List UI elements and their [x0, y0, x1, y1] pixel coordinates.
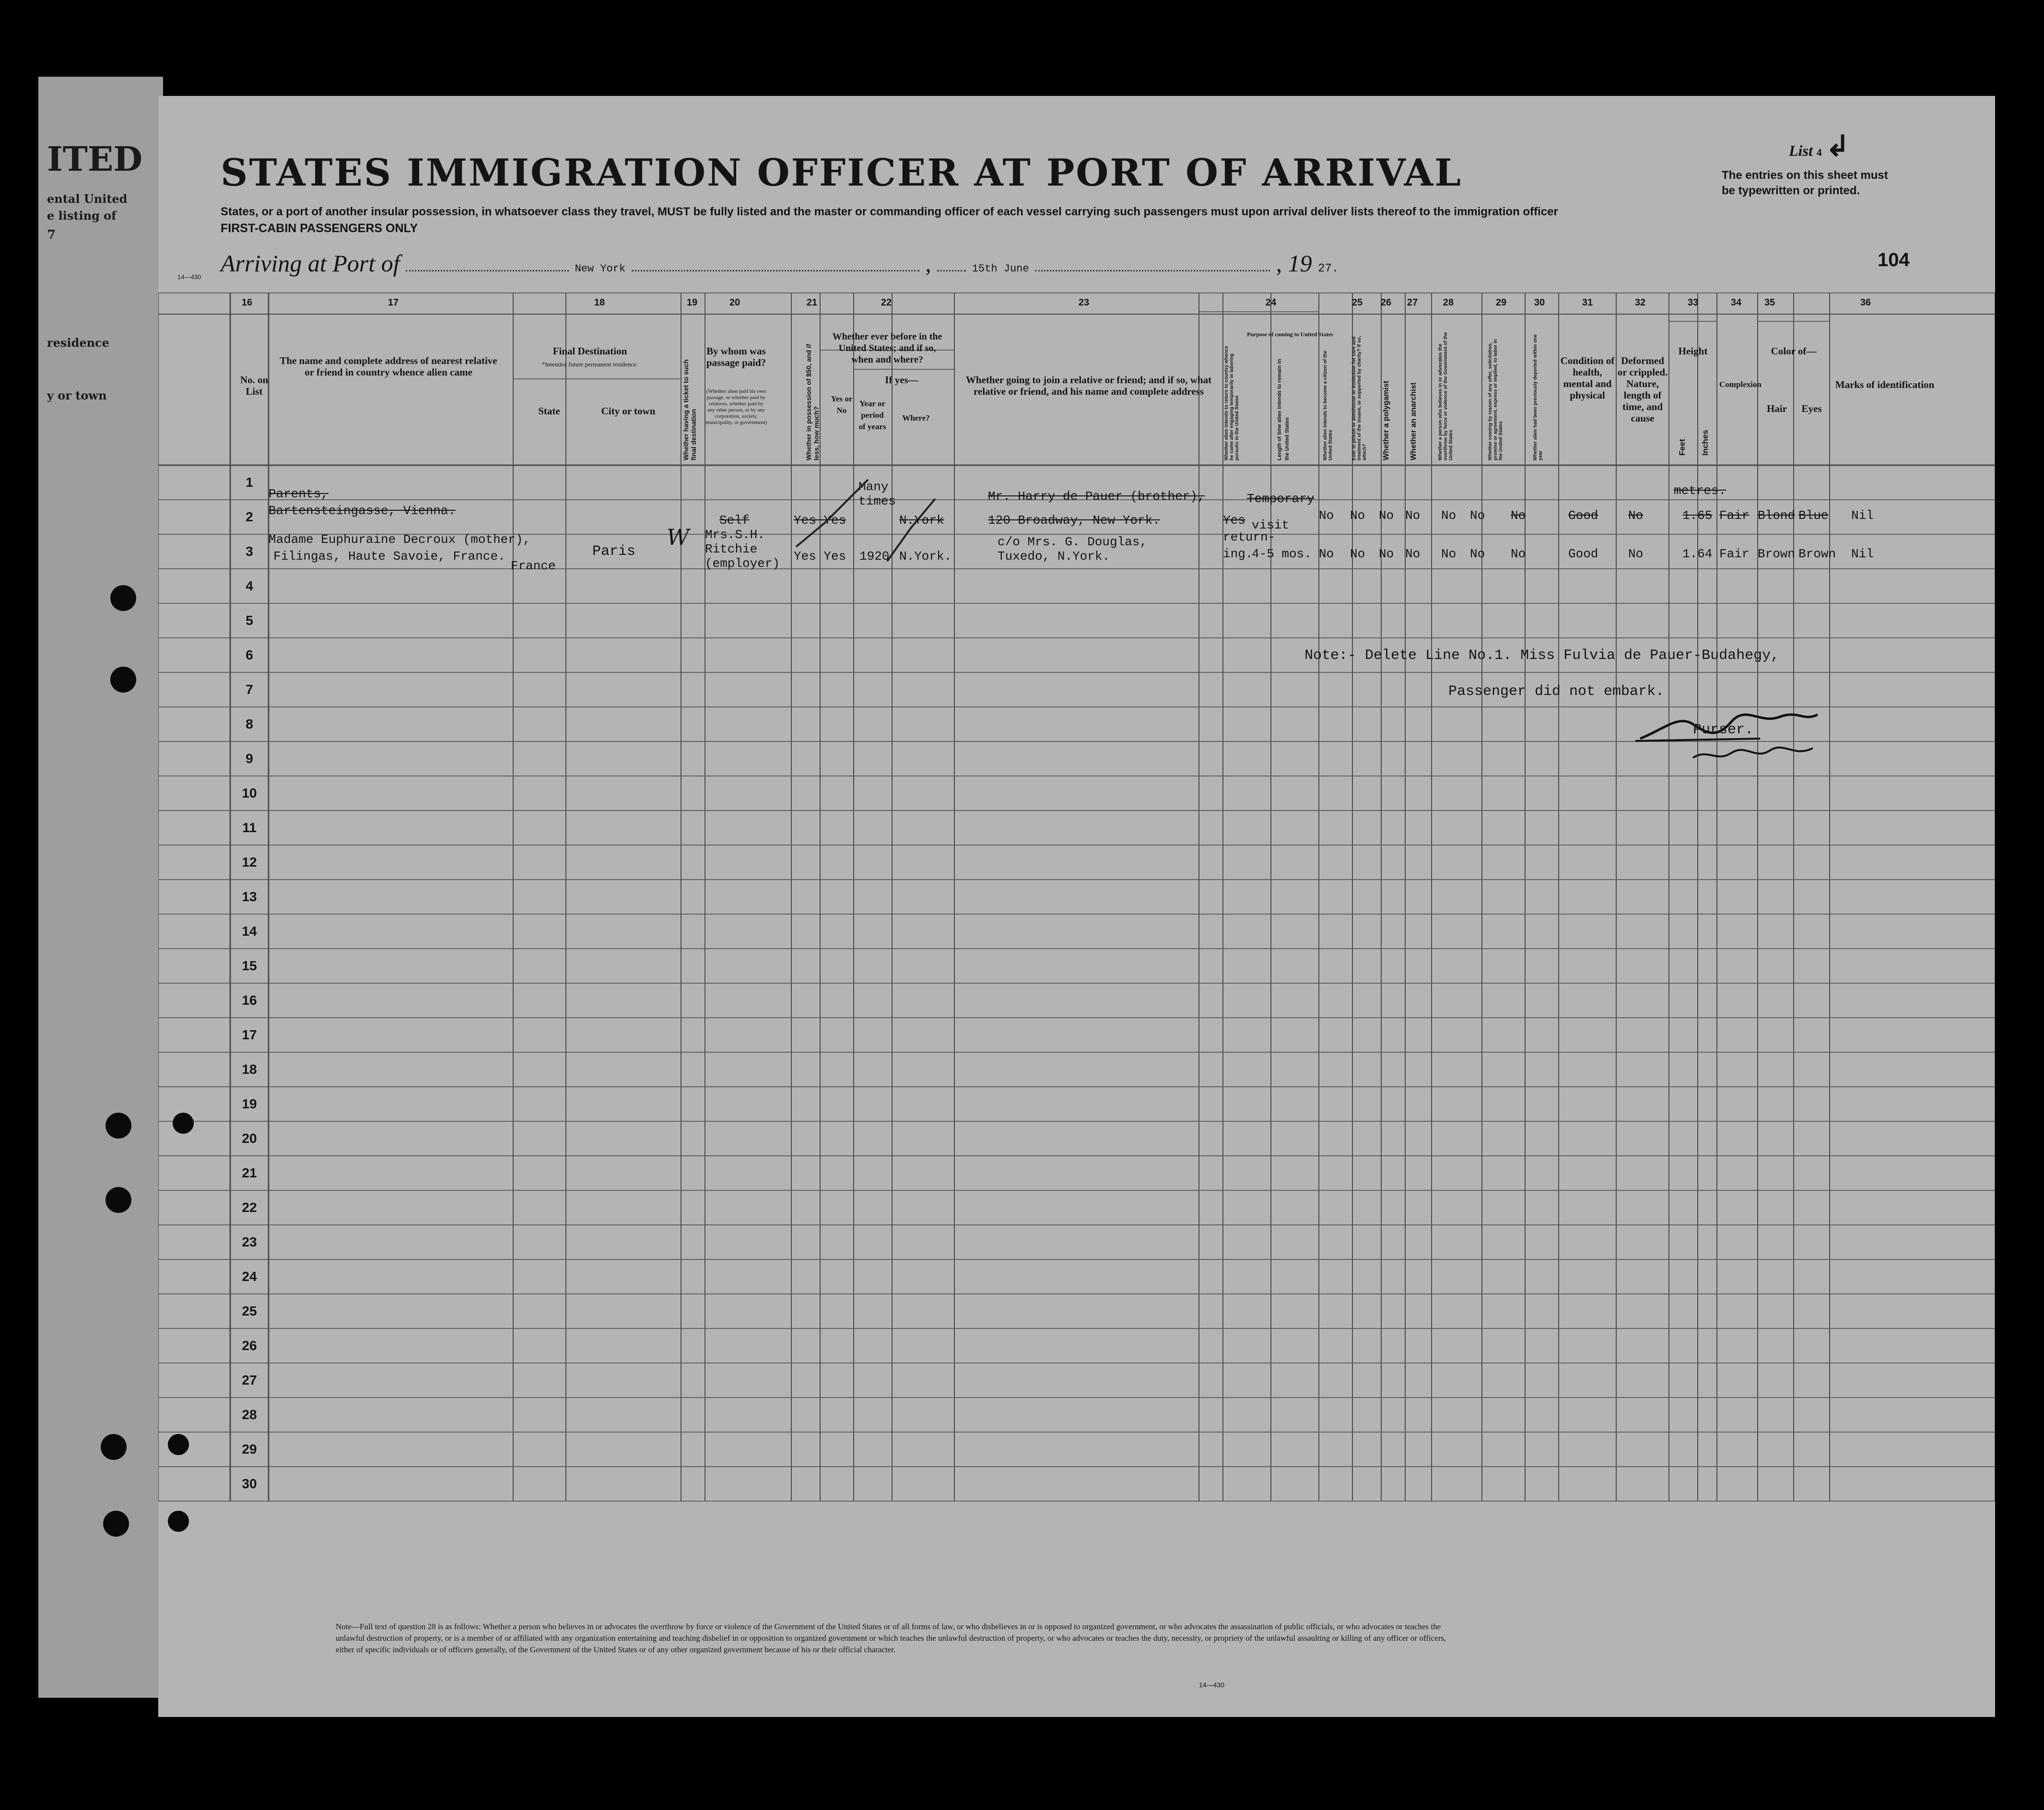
row1-join-1: Mr. Harry de Pauer (brother), — [988, 489, 1205, 504]
row2-marks: Nil — [1851, 547, 1874, 561]
row-number: 9 — [246, 751, 253, 766]
row-number: 8 — [246, 717, 253, 731]
colnum-34: 34 — [1730, 297, 1742, 308]
row2-complexion: Fair — [1719, 547, 1750, 561]
page-subtitle: States, or a port of another insular possession, in whatsoever class they travel, MUST be fully listed and the master or commanding officer of each vessel carrying such passengers must upon arrival deliver lists thereof to the immigration officer — [221, 205, 1558, 218]
colnum-29: 29 — [1495, 297, 1507, 308]
note-line-1: Note:- Delete Line No.1. Miss Fulvia de Pauer-Budahegy, — [1304, 647, 1780, 664]
row1-c25: No — [1350, 508, 1365, 523]
check-marks — [791, 470, 983, 566]
row1-health: Good — [1568, 508, 1598, 523]
binder-hole — [168, 1511, 189, 1532]
binder-hole — [106, 1113, 131, 1139]
list-label-text: List — [1789, 142, 1813, 159]
row2-relative-2: Filingas, Haute Savoie, France. — [273, 549, 505, 564]
row2-purpose-a-2: ing. — [1223, 547, 1253, 561]
row-number: 30 — [242, 1476, 257, 1491]
row1-ticket-possession: Yes Yes — [794, 513, 846, 528]
row1-c26: No — [1379, 508, 1394, 523]
colnum-30: 30 — [1534, 297, 1545, 308]
heading-deformed: Deformed or crippled. Nature, length of time, and cause — [1617, 355, 1668, 424]
row2-ticket-mark: W — [667, 524, 690, 550]
colnum-36: 36 — [1860, 297, 1871, 308]
row-number: 28 — [242, 1407, 257, 1422]
page-number: 104 — [1878, 249, 1910, 270]
heading-final-destination: Final Destination — [552, 345, 627, 357]
binder-hole — [101, 1434, 127, 1460]
row1-c27: No — [1405, 508, 1421, 523]
left-fragment-title: ITED — [47, 139, 142, 179]
heading-passage: By whom was passage paid? — [706, 345, 766, 368]
row2-before-year: 1920 — [859, 549, 890, 564]
list-number: 4 — [1816, 146, 1822, 158]
row1-complexion: Fair — [1719, 508, 1750, 523]
row-number: 16 — [242, 993, 257, 1008]
colnum-32: 32 — [1634, 297, 1646, 308]
binder-hole — [168, 1434, 189, 1455]
row-number: 14 — [242, 924, 257, 939]
row1-c28: No — [1441, 508, 1457, 523]
left-fragment-line2: e listing of — [47, 209, 117, 223]
row1-before-1: Many — [858, 480, 889, 494]
row2-passage-3: (employer) — [705, 556, 780, 571]
colnum-31: 31 — [1582, 297, 1593, 308]
left-page-fragment — [38, 77, 163, 1698]
colnum-18: 18 — [594, 297, 605, 308]
heading-feet: Feet — [1678, 439, 1687, 456]
row2-join-2: Tuxedo, N.York. — [998, 549, 1110, 564]
row2-city: Paris — [592, 543, 636, 560]
row1-purpose-b-1: Temporary — [1247, 492, 1315, 506]
year-suffix: 27. — [1318, 262, 1339, 275]
row1-c30: No — [1511, 508, 1526, 523]
colnum-19: 19 — [686, 297, 698, 308]
row-number: 21 — [242, 1165, 257, 1180]
row1-deformed: No — [1628, 508, 1644, 523]
row-number: 20 — [242, 1131, 257, 1146]
row-number: 23 — [242, 1234, 257, 1249]
colnum-16: 16 — [241, 297, 253, 308]
signature — [1635, 695, 1837, 777]
heading-yes-no: Yes or No — [831, 394, 853, 415]
heading-purpose-b: Length of time alien intends to remain in the United States — [1277, 359, 1290, 460]
row1-passage: Self — [719, 513, 750, 528]
heading-year-period: Year or period of years — [858, 399, 886, 431]
heading-possession: Whether in possession of $50, and if less, how much? — [805, 344, 820, 460]
heading-passage-note: (Whether alien paid his own passage, or whether paid by relatives, whether paid by any other person, or by any corporation, society, municipality, or government) — [705, 388, 767, 425]
row2-health: Good — [1568, 547, 1598, 561]
colnum-28: 28 — [1443, 297, 1454, 308]
row-number: 6 — [246, 647, 253, 662]
heading-color-of: Color of— — [1771, 345, 1817, 357]
colnum-20: 20 — [729, 297, 740, 308]
row-number: 10 — [242, 786, 257, 800]
row1-hair: Blond — [1758, 508, 1796, 523]
binder-hole — [103, 1511, 129, 1537]
row1-before-where: N.York — [899, 513, 944, 528]
heading-city: City or town — [601, 405, 656, 417]
binder-hole — [106, 1187, 131, 1213]
colnum-33: 33 — [1687, 297, 1699, 308]
row2-c30: No — [1511, 547, 1526, 561]
colnum-27: 27 — [1407, 297, 1418, 308]
row-number: 26 — [242, 1338, 257, 1353]
heading-if-yes: If yes— — [885, 374, 918, 386]
row2-c28: No — [1441, 547, 1457, 561]
colnum-21: 21 — [806, 297, 818, 308]
heading-purpose-a: Whether alien intends to return to country whence he came after engaging temporarily in laboring pursuits in the United States — [1224, 346, 1240, 460]
date-value: 15th June — [972, 263, 1029, 275]
heading-intended-residence: *Intended future permanent residence. — [542, 361, 638, 368]
row2-purpose-a-1: return- — [1223, 530, 1276, 544]
heading-q30: Whether alien had been previously deported within one year — [1533, 334, 1543, 460]
row1-c29: No — [1470, 508, 1485, 523]
heading-ever-before: Whether ever before in the United States; and if so, when and where? — [832, 331, 942, 365]
arriving-line: Arriving at Port of New York , 15th June , 19 27. — [221, 250, 1339, 277]
binder-hole — [110, 667, 136, 693]
binder-hole — [110, 585, 136, 611]
entries-note-2: be typewritten or printed. — [1722, 184, 1860, 197]
row1-height-unit: metres. — [1674, 483, 1727, 498]
row-number: 2 — [246, 509, 253, 524]
heading-purpose: Purpose of coming to United States — [1247, 331, 1333, 338]
heading-marks: Marks of identification — [1835, 379, 1935, 390]
colnum-24: 24 — [1265, 297, 1277, 308]
row2-c27: No — [1405, 547, 1421, 561]
row2-purpose-c: No — [1319, 547, 1334, 561]
row-number: 11 — [242, 820, 257, 835]
row2-join-1: c/o Mrs. G. Douglas, — [998, 535, 1148, 549]
row2-purpose-b: 4-5 mos. — [1252, 547, 1312, 561]
heading-anarchist: Whether an anarchist — [1410, 382, 1418, 460]
colnum-17: 17 — [388, 297, 399, 308]
row2-c29: No — [1470, 547, 1485, 561]
left-fragment-residence: residence — [47, 336, 109, 350]
row1-relative-1: Parents, — [269, 487, 329, 501]
arriving-label: Arriving at Port of — [221, 250, 400, 277]
heading-ticket: Whether having a ticket to such final destination — [682, 359, 697, 460]
colnum-22: 22 — [881, 297, 892, 308]
colnum-26: 26 — [1380, 297, 1392, 308]
row2-ticket-possession: Yes Yes — [794, 549, 846, 564]
row2-passage-1: Mrs.S.H. — [705, 528, 765, 542]
heading-nearest-relative: The name and complete address of nearest relative or friend in country whence alien came — [280, 355, 497, 378]
heading-eyes: Eyes — [1801, 403, 1822, 414]
row-number: 24 — [242, 1269, 257, 1284]
form-code-top: 14—430 — [177, 273, 201, 281]
entries-note-1: The entries on this sheet must — [1722, 169, 1888, 182]
left-fragment-line3: 7 — [47, 228, 56, 242]
heading-complexion: Complexion — [1719, 380, 1762, 389]
row-number: 18 — [242, 1062, 257, 1077]
row-number: 29 — [242, 1442, 257, 1457]
row1-purpose-b-2: visit — [1252, 518, 1290, 532]
left-fragment-line1: ental United — [47, 192, 128, 206]
row-number: 19 — [242, 1096, 257, 1111]
heading-no-on-list: No. on List — [240, 374, 269, 397]
row-number: 25 — [242, 1304, 257, 1318]
page-title: STATES IMMIGRATION OFFICER AT PORT OF ARRIVAL — [221, 151, 1462, 195]
heading-polygamist: Whether a polygamist — [1382, 380, 1390, 460]
heading-where: Where? — [902, 413, 930, 423]
heading-q28: Whether a person who believes in or advocates the overthrow by force or violence of the Government of the United States — [1438, 332, 1454, 460]
colnum-23: 23 — [1078, 297, 1090, 308]
row-number: 3 — [246, 544, 253, 559]
row1-marks: Nil — [1851, 508, 1874, 523]
row-number: 15 — [242, 958, 257, 973]
row2-c26: No — [1379, 547, 1394, 561]
heading-inches: Inches — [1701, 430, 1710, 456]
row2-eyes: Brown — [1798, 547, 1836, 561]
row2-passage-2: Ritchie — [705, 542, 758, 556]
list-label: List 4 ↲ — [1789, 130, 1850, 162]
row-number: 22 — [242, 1200, 257, 1215]
row-number: 7 — [246, 682, 253, 697]
row2-relative-1: Madame Euphuraine Decroux (mother), — [269, 532, 531, 547]
row-number: 1 — [246, 475, 253, 490]
binder-hole — [173, 1113, 194, 1134]
port-value: New York — [575, 263, 626, 275]
row-number: 5 — [246, 613, 253, 628]
row-number: 17 — [242, 1027, 257, 1042]
entries-note — [1722, 168, 1888, 199]
row1-relative-2: Bartensteingasse, Vienna. — [269, 504, 456, 518]
row1-before-2: times — [858, 494, 896, 508]
heading-state: State — [538, 405, 560, 417]
row2-before-where: N.York. — [899, 549, 952, 564]
note-line-2: Passenger did not embark. — [1448, 683, 1665, 700]
footer-note: Note—Full text of question 28 is as follows: Whether a person who believes in or advocates the overthrow by force or violence of the Government of the United States or of all forms of law, or who disbelieves in or is opposed to organized government, or who advocates the assassination of public officials, or who advocates or teaches the unlawful destruction of property, or is a member of or affiliated with any organization entertaining and teaching disbelief in or opposition to organized government or which teaches the unlawful destruction of property, or who advocates or teaches the duty, necessity, or propriety of the unlawful assaulting or killing of any officer or officers, either of specific individuals or of officers generally, of the Government of the United States or of any other organized government because of his or their official character. — [336, 1622, 1446, 1654]
row-number: 27 — [242, 1373, 257, 1387]
heading-health: Condition of health, mental and physical — [1560, 355, 1615, 401]
heading-height: Height — [1678, 345, 1708, 357]
colnum-25: 25 — [1351, 297, 1363, 308]
row2-state: France — [511, 559, 556, 573]
row1-purpose-a: Yes — [1223, 513, 1245, 528]
row1-height: 1.65 — [1682, 508, 1713, 523]
footer-form-code: 14—430 — [1199, 1681, 1224, 1689]
heading-purpose-c: Whether alien intends to become a citizen of the United States — [1323, 351, 1333, 460]
heading-joining: Whether going to join a relative or friend; and if so, what relative or friend, and his name and complete address — [965, 374, 1212, 397]
left-fragment-town: y or town — [47, 388, 107, 402]
row2-height: 1.64 — [1682, 547, 1713, 561]
row1-eyes: Blue — [1798, 508, 1829, 523]
heading-hair: Hair — [1767, 403, 1787, 414]
class-line: FIRST-CABIN PASSENGERS ONLY — [221, 222, 418, 235]
heading-prison: Ever in prison or almshouse or institution for care and treatment of the insane, or supported by charity? If so, which? — [1351, 336, 1367, 460]
row2-hair: Brown — [1758, 547, 1796, 561]
colnum-35: 35 — [1764, 297, 1775, 308]
row1-join-2: 120 Broadway, New York. — [988, 513, 1160, 528]
row2-deformed: No — [1628, 547, 1644, 561]
manifest-sheet — [158, 96, 1995, 1717]
purser-label: Purser. — [1693, 722, 1754, 738]
heading-q29: Whether coming by reason of any offer, solicitation, promise or agreement, express or implied, to labor in the United States — [1488, 339, 1504, 460]
row-number: 4 — [246, 578, 253, 593]
year-prefix: 19 — [1288, 250, 1312, 277]
row-number: 12 — [242, 855, 257, 870]
row-number: 13 — [242, 889, 257, 904]
row1-purpose-c: No — [1319, 508, 1334, 523]
row2-c25: No — [1350, 547, 1365, 561]
